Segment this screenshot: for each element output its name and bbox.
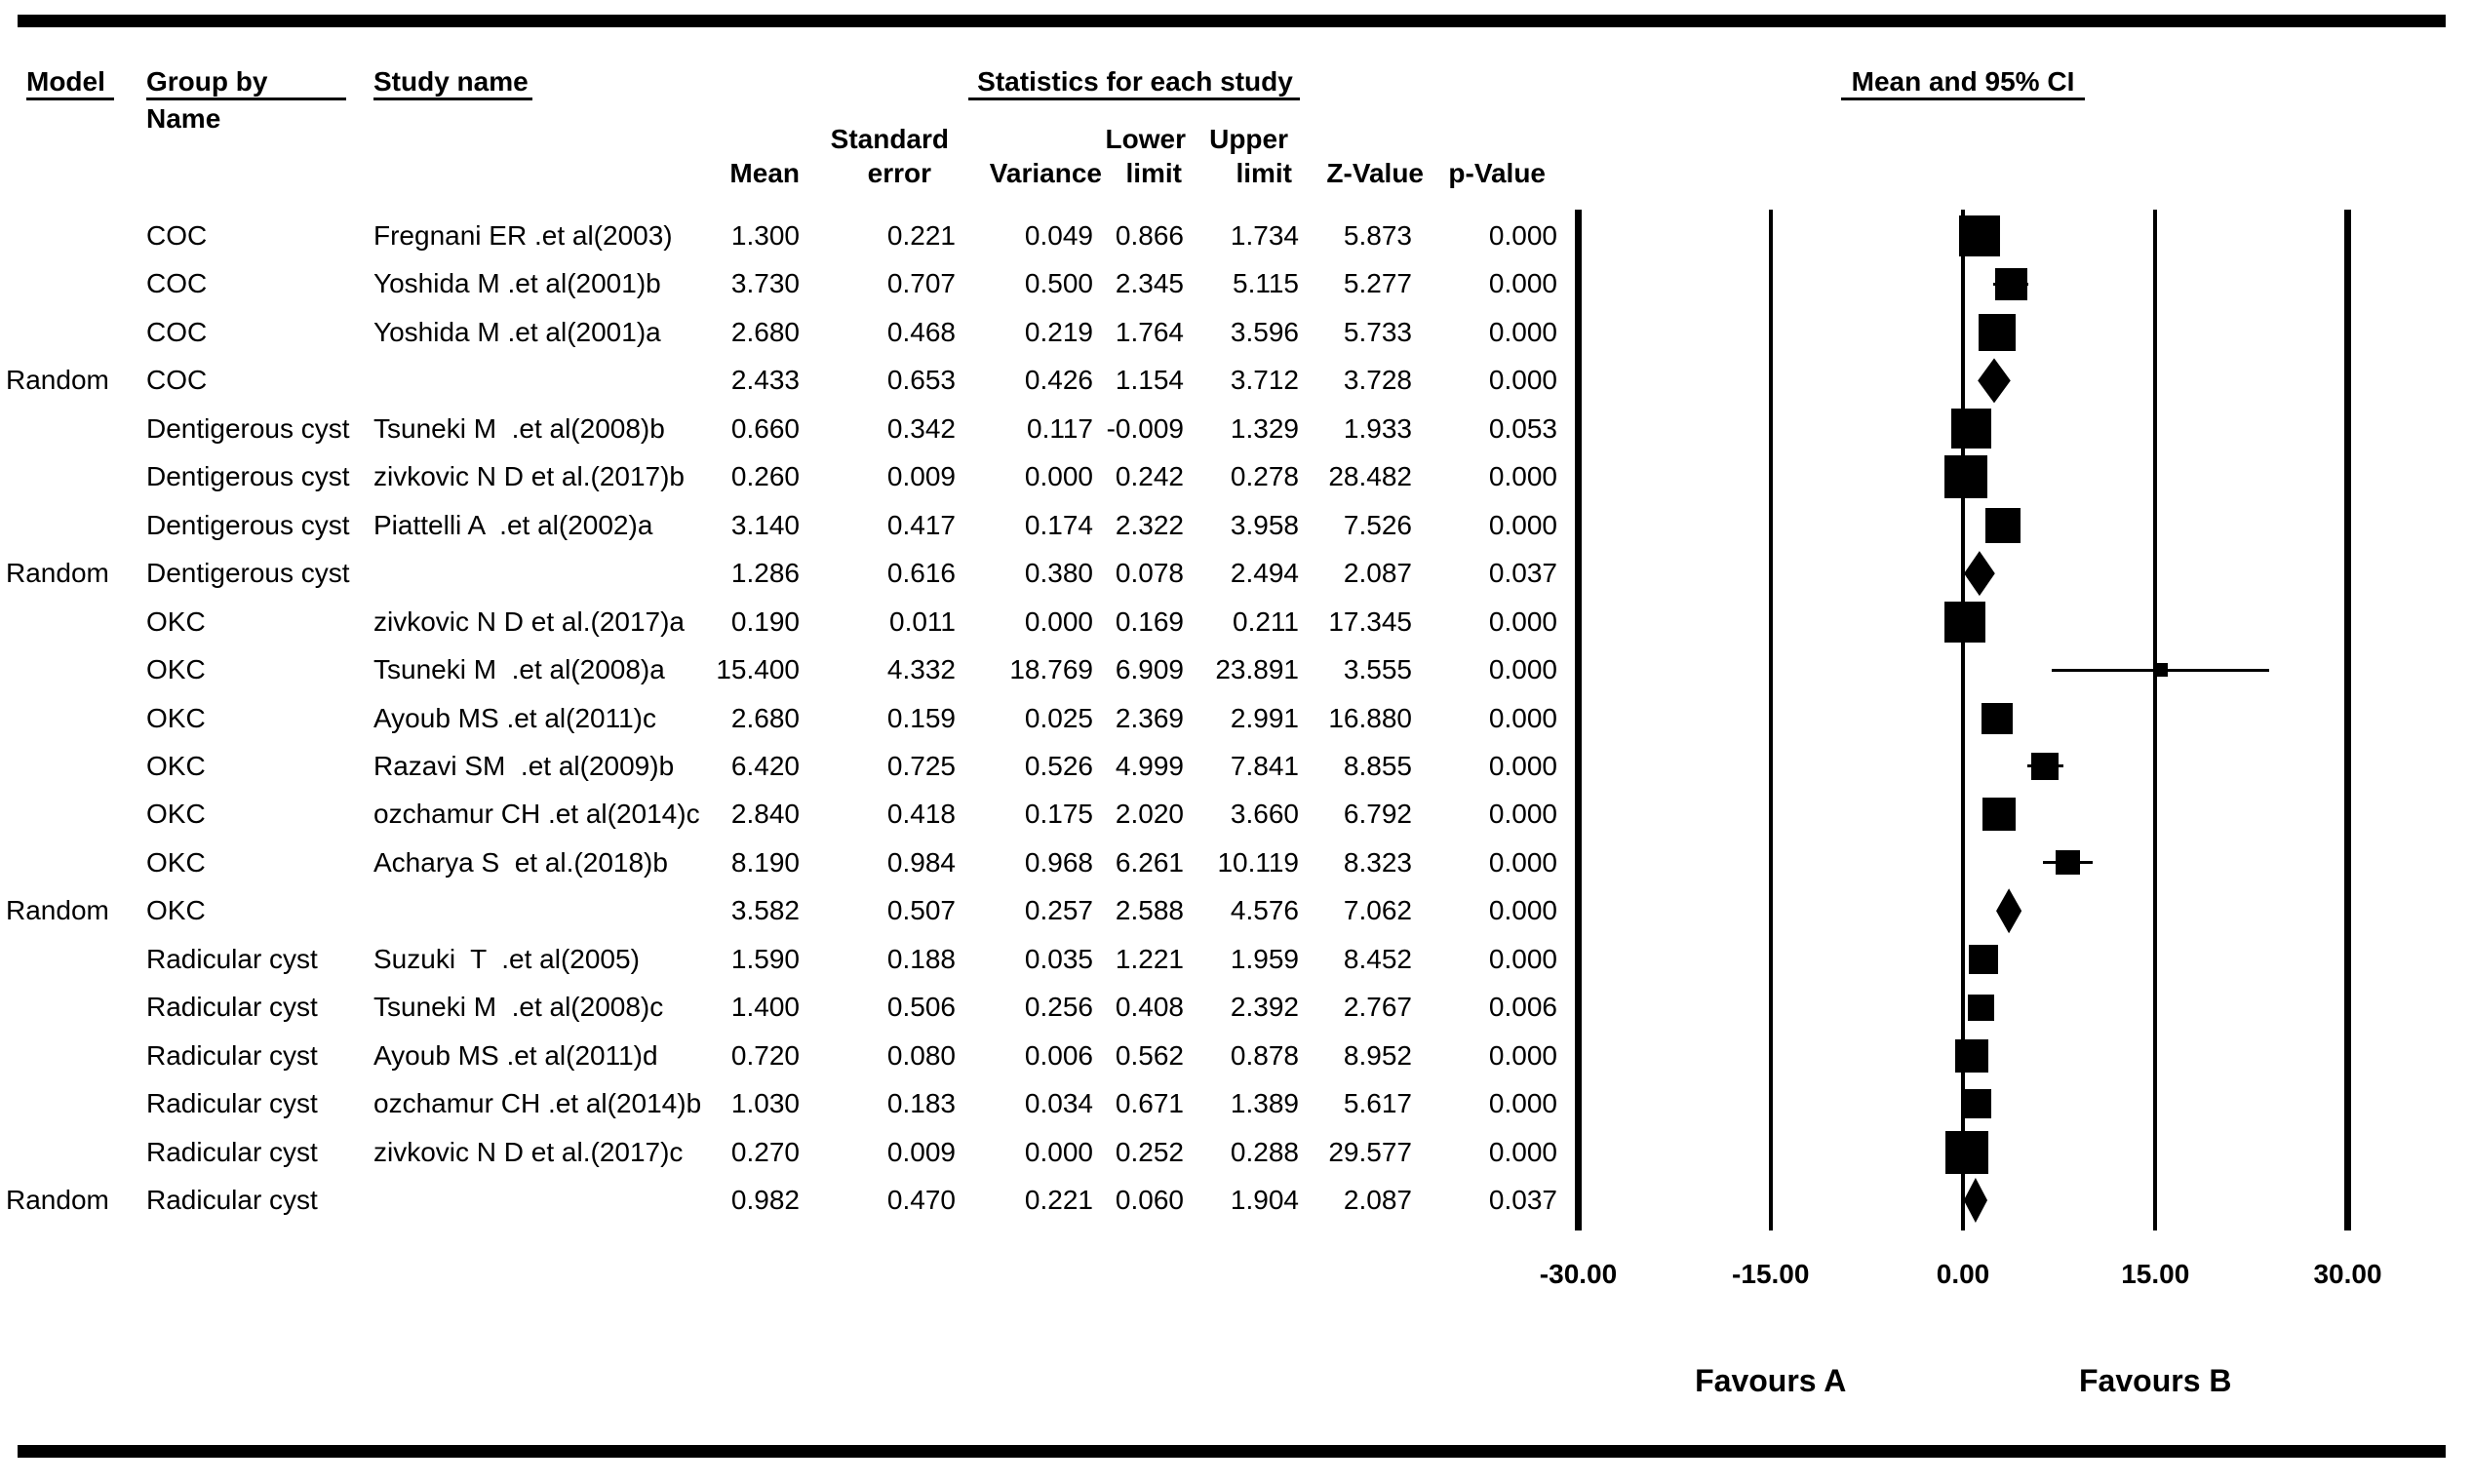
cell-model: Random [6,365,109,396]
study-name-underline [373,98,532,100]
cell-mean: 6.420 [730,750,800,781]
cell-mean: 2.840 [730,799,800,830]
cell-group-name: OKC [146,654,206,685]
cell-standard-error: 0.011 [889,605,956,637]
cell-mean: 0.270 [730,1136,800,1167]
cell-standard-error: 0.468 [886,316,956,347]
cell-group-name: Dentigerous cyst [146,461,350,492]
summary-diamond-marker [1964,551,1995,596]
column-header-study-name: Study name [373,66,529,97]
cell-lower-limit: 1.154 [1115,365,1184,396]
cell-study-name: Ayoub MS .et al(2011)c [373,702,657,733]
cell-group-name: COC [146,220,208,251]
axis-gridline [1769,210,1773,1230]
cell-lower-limit: 0.078 [1115,558,1184,589]
cell-study-name: Suzuki T .et al(2005) [373,943,640,974]
column-header-lower: Lower [1105,124,1186,154]
cell-upper-limit: 3.660 [1230,799,1299,830]
cell-variance: 0.174 [1024,509,1093,540]
cell-lower-limit: 2.369 [1115,702,1184,733]
cell-p-value: 0.000 [1488,702,1557,733]
cell-group-name: Dentigerous cyst [146,412,350,444]
cell-variance: 0.049 [1024,220,1093,251]
study-square-marker [2031,753,2059,780]
stats-section-title: Statistics for each study [977,66,1293,97]
cell-group-name: COC [146,268,208,299]
cell-study-name: Piattelli A .et al(2002)a [373,509,653,540]
cell-study-name: Ayoub MS .et al(2011)d [373,1039,658,1071]
cell-upper-limit: 1.904 [1230,1185,1299,1215]
cell-standard-error: 0.342 [886,412,956,444]
study-square-marker [1959,215,2000,256]
cell-standard-error: 0.417 [886,509,956,540]
cell-upper-limit: 0.278 [1230,461,1299,492]
cell-lower-limit: 2.345 [1115,268,1184,299]
cell-standard-error: 0.418 [886,799,956,830]
cell-p-value: 0.000 [1488,750,1557,781]
cell-z-value: 8.452 [1343,943,1412,974]
cell-z-value: 2.767 [1343,992,1412,1023]
cell-upper-limit: 1.329 [1230,412,1299,444]
bottom-border-bar [18,1445,2446,1458]
axis-gridline [2153,210,2157,1230]
column-header-upper-limit: limit [1236,158,1292,188]
cell-upper-limit: 2.991 [1230,702,1299,733]
axis-tick-label: 0.00 [1936,1259,1990,1289]
cell-upper-limit: 10.119 [1217,846,1299,878]
cell-variance: 0.000 [1024,461,1093,492]
cell-model: Random [6,895,109,926]
cell-study-name: Tsuneki M .et al(2008)c [373,992,664,1023]
cell-mean: 0.982 [730,1185,800,1215]
cell-z-value: 5.733 [1343,316,1412,347]
cell-standard-error: 0.188 [886,943,956,974]
cell-standard-error: 0.009 [886,461,956,492]
cell-upper-limit: 3.712 [1230,365,1299,396]
group-by-underline [146,98,346,100]
cell-variance: 0.257 [1024,895,1093,926]
cell-z-value: 5.277 [1343,268,1412,299]
cell-standard-error: 0.221 [886,220,956,251]
column-header-error: error [867,158,931,188]
favours-a-label: Favours A [1695,1363,1847,1398]
cell-mean: 0.660 [730,412,800,444]
study-square-marker [1968,995,1994,1021]
cell-p-value: 0.000 [1488,509,1557,540]
cell-mean: 3.140 [730,509,800,540]
cell-variance: 0.526 [1024,750,1093,781]
column-header-p-value: p-Value [1448,158,1546,188]
favours-b-label: Favours B [2079,1363,2232,1398]
study-square-marker [1944,602,1985,643]
axis-gridline [2344,210,2351,1230]
model-underline [26,98,114,100]
cell-group-name: OKC [146,799,206,830]
cell-standard-error: 0.183 [886,1088,956,1119]
cell-mean: 3.730 [730,268,800,299]
study-square-marker [1945,1131,1988,1174]
cell-lower-limit: 0.169 [1115,605,1184,637]
column-header-standard: Standard [830,124,949,154]
top-border-bar [18,15,2446,27]
study-square-marker [1969,945,1998,974]
axis-tick-label: 30.00 [2313,1259,2382,1289]
cell-lower-limit: 0.060 [1115,1185,1184,1215]
cell-upper-limit: 1.959 [1230,943,1299,974]
stats-title-underline [968,98,1300,100]
cell-lower-limit: 6.909 [1115,654,1184,685]
cell-variance: 18.769 [1009,654,1093,685]
cell-p-value: 0.037 [1488,1185,1557,1215]
cell-upper-limit: 1.389 [1230,1088,1299,1119]
cell-lower-limit: 1.764 [1115,316,1184,347]
cell-standard-error: 0.159 [886,702,956,733]
cell-standard-error: 0.984 [886,846,956,878]
cell-group-name: Radicular cyst [146,992,318,1023]
cell-mean: 0.260 [730,461,800,492]
cell-mean: 1.590 [730,943,800,974]
cell-variance: 0.256 [1024,992,1093,1023]
cell-p-value: 0.000 [1488,846,1557,878]
cell-z-value: 17.345 [1328,605,1412,637]
study-square-marker [2154,663,2168,677]
column-header-lower-limit: limit [1125,158,1182,188]
cell-z-value: 5.873 [1343,220,1412,251]
cell-mean: 1.400 [730,992,800,1023]
cell-group-name: OKC [146,702,206,733]
cell-study-name: Razavi SM .et al(2009)b [373,750,675,781]
column-header-upper: Upper [1209,124,1288,154]
cell-mean: 0.190 [730,605,800,637]
cell-z-value: 1.933 [1343,412,1412,444]
cell-variance: 0.025 [1024,702,1093,733]
cell-z-value: 28.482 [1328,461,1412,492]
cell-lower-limit: 0.252 [1115,1136,1184,1167]
cell-variance: 0.219 [1024,316,1093,347]
cell-upper-limit: 2.494 [1230,558,1299,589]
cell-study-name: ozchamur CH .et al(2014)b [373,1088,702,1119]
cell-study-name: Yoshida M .et al(2001)a [373,316,661,347]
cell-z-value: 7.062 [1343,895,1412,926]
cell-lower-limit: 0.562 [1115,1039,1184,1071]
cell-variance: 0.000 [1024,605,1093,637]
cell-z-value: 2.087 [1343,1185,1412,1215]
cell-lower-limit: 0.408 [1115,992,1184,1023]
cell-p-value: 0.037 [1488,558,1557,589]
cell-z-value: 29.577 [1328,1136,1412,1167]
cell-p-value: 0.000 [1488,365,1557,396]
cell-upper-limit: 2.392 [1230,992,1299,1023]
cell-study-name: Fregnani ER .et al(2003) [373,220,673,251]
cell-group-name: Dentigerous cyst [146,509,350,540]
cell-standard-error: 4.332 [886,654,956,685]
cell-upper-limit: 0.878 [1230,1039,1299,1071]
cell-mean: 1.030 [730,1088,800,1119]
cell-standard-error: 0.470 [886,1185,956,1215]
cell-p-value: 0.000 [1488,1039,1557,1071]
study-square-marker [1951,409,1991,449]
study-square-marker [2056,850,2080,875]
cell-variance: 0.426 [1024,365,1093,396]
cell-p-value: 0.000 [1488,654,1557,685]
cell-mean: 8.190 [730,846,800,878]
cell-variance: 0.221 [1024,1185,1093,1215]
cell-standard-error: 0.616 [886,558,956,589]
cell-standard-error: 0.506 [886,992,956,1023]
axis-tick-label: 15.00 [2121,1259,2190,1289]
cell-upper-limit: 0.211 [1233,605,1299,637]
cell-group-name: Radicular cyst [146,1088,318,1119]
axis-gridline [1575,210,1582,1230]
column-header-z-value: Z-Value [1326,158,1424,188]
cell-standard-error: 0.725 [886,750,956,781]
cell-study-name: Acharya S et al.(2018)b [373,846,668,878]
cell-p-value: 0.000 [1488,268,1557,299]
cell-group-name: OKC [146,750,206,781]
cell-lower-limit: 2.020 [1115,799,1184,830]
cell-lower-limit: 6.261 [1115,846,1184,878]
cell-variance: 0.000 [1024,1136,1093,1167]
cell-upper-limit: 1.734 [1230,220,1299,251]
cell-variance: 0.035 [1024,943,1093,974]
cell-group-name: Radicular cyst [146,1185,318,1215]
study-square-marker [1995,268,2027,300]
study-square-marker [1982,703,2013,734]
axis-gridline [1961,210,1965,1230]
cell-group-name: COC [146,365,208,396]
study-square-marker [1962,1089,1991,1118]
study-square-marker [1985,508,2021,543]
cell-z-value: 3.555 [1343,654,1412,685]
cell-group-name: Radicular cyst [146,1136,318,1167]
cell-z-value: 8.855 [1343,750,1412,781]
cell-p-value: 0.000 [1488,895,1557,926]
cell-lower-limit: 2.322 [1115,509,1184,540]
cell-upper-limit: 3.596 [1230,316,1299,347]
cell-study-name: zivkovic N D et al.(2017)c [373,1136,684,1167]
axis-tick-label: -30.00 [1539,1259,1618,1289]
study-square-marker [1982,798,2016,831]
cell-z-value: 8.323 [1343,846,1412,878]
cell-variance: 0.500 [1024,268,1093,299]
cell-study-name: Yoshida M .et al(2001)b [373,268,661,299]
study-square-marker [1944,455,1987,498]
cell-p-value: 0.000 [1488,1088,1557,1119]
cell-z-value: 5.617 [1343,1088,1412,1119]
cell-variance: 0.117 [1027,412,1093,444]
cell-z-value: 2.087 [1343,558,1412,589]
cell-mean: 15.400 [716,654,800,685]
cell-variance: 0.380 [1024,558,1093,589]
cell-z-value: 6.792 [1343,799,1412,830]
cell-mean: 2.680 [730,316,800,347]
cell-p-value: 0.006 [1488,992,1557,1023]
cell-z-value: 7.526 [1343,509,1412,540]
cell-p-value: 0.000 [1488,461,1557,492]
ci-section-title: Mean and 95% CI [1851,66,2075,97]
cell-variance: 0.034 [1024,1088,1093,1119]
column-header-model: Model [26,66,105,97]
cell-study-name: zivkovic N D et al.(2017)b [373,461,686,492]
cell-study-name: ozchamur CH .et al(2014)c [373,799,700,830]
cell-mean: 2.680 [730,702,800,733]
cell-group-name: COC [146,316,208,347]
column-header-variance: Variance [989,158,1102,188]
cell-p-value: 0.000 [1488,799,1557,830]
cell-upper-limit: 0.288 [1230,1136,1299,1167]
cell-model: Random [6,1185,109,1215]
cell-mean: 1.300 [730,220,800,251]
ci-title-underline [1841,98,2085,100]
cell-model: Random [6,558,109,589]
cell-lower-limit: 1.221 [1115,943,1184,974]
cell-variance: 0.006 [1024,1039,1093,1071]
summary-diamond-marker [1978,358,2011,403]
cell-standard-error: 0.653 [886,365,956,396]
summary-diamond-marker [1996,888,2021,933]
cell-upper-limit: 4.576 [1230,895,1299,926]
cell-standard-error: 0.009 [886,1136,956,1167]
cell-group-name: OKC [146,605,206,637]
cell-lower-limit: 2.588 [1115,895,1184,926]
cell-standard-error: 0.507 [886,895,956,926]
cell-upper-limit: 3.958 [1230,509,1299,540]
cell-upper-limit: 23.891 [1215,654,1299,685]
cell-group-name: Dentigerous cyst [146,558,350,589]
cell-mean: 1.286 [730,558,800,589]
cell-z-value: 8.952 [1343,1039,1412,1071]
cell-study-name: zivkovic N D et al.(2017)a [373,605,686,637]
cell-p-value: 0.000 [1488,605,1557,637]
cell-standard-error: 0.707 [886,268,956,299]
cell-study-name: Tsuneki M .et al(2008)b [373,412,665,444]
cell-p-value: 0.000 [1488,316,1557,347]
study-square-marker [1979,314,2016,351]
cell-p-value: 0.000 [1488,943,1557,974]
column-header-mean: Mean [729,158,800,188]
cell-lower-limit: 4.999 [1115,750,1184,781]
column-header-group-by: Group by [146,66,268,97]
cell-variance: 0.175 [1024,799,1093,830]
axis-tick-label: -15.00 [1732,1259,1810,1289]
cell-standard-error: 0.080 [886,1039,956,1071]
cell-group-name: OKC [146,895,206,926]
cell-z-value: 3.728 [1343,365,1412,396]
cell-z-value: 16.880 [1328,702,1412,733]
cell-p-value: 0.000 [1488,1136,1557,1167]
column-header-group-name: Name [146,103,221,134]
cell-group-name: Radicular cyst [146,1039,318,1071]
cell-group-name: Radicular cyst [146,943,318,974]
cell-lower-limit: 0.866 [1115,220,1184,251]
cell-p-value: 0.053 [1488,412,1557,444]
cell-group-name: OKC [146,846,206,878]
cell-p-value: 0.000 [1488,220,1557,251]
cell-lower-limit: 0.671 [1115,1088,1184,1119]
cell-mean: 3.582 [730,895,800,926]
cell-upper-limit: 7.841 [1230,750,1299,781]
cell-upper-limit: 5.115 [1233,268,1299,299]
cell-lower-limit: -0.009 [1106,412,1184,444]
cell-variance: 0.968 [1024,846,1093,878]
cell-mean: 2.433 [730,365,800,396]
cell-lower-limit: 0.242 [1115,461,1184,492]
cell-mean: 0.720 [730,1039,800,1071]
summary-diamond-marker [1964,1178,1987,1223]
cell-study-name: Tsuneki M .et al(2008)a [373,654,665,685]
study-square-marker [1955,1039,1988,1073]
